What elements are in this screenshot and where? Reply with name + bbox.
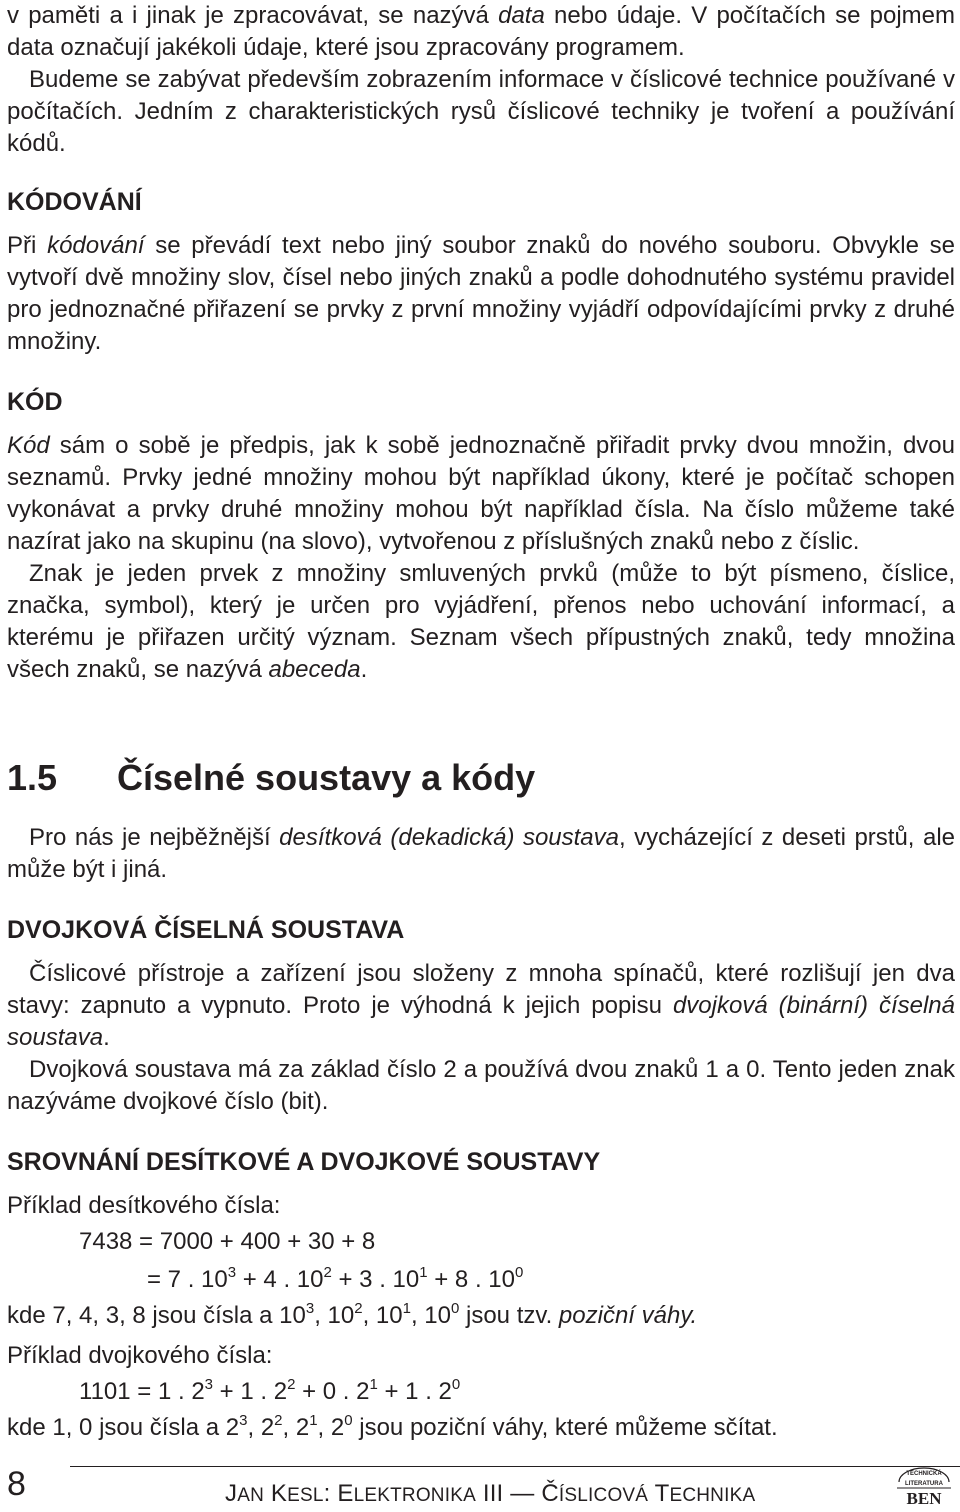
section-title: Číselné soustavy a kódy — [117, 757, 536, 798]
dvojkova-paragraph-2: Dvojková soustava má za základ číslo 2 a používá dvou znaků 1 a 0. Tento jeden znak nazýváme dvojkové číslo (bit). — [7, 1056, 955, 1115]
footer-rule — [70, 1466, 960, 1467]
bin-equation: 1101 = 1 . $2^3 + 1$ . $2^2 + 0$ . $2^1 + 1$ . $2^0$ — [79, 1376, 461, 1405]
dvojkova-heading-block — [7, 914, 955, 946]
running-footer-title: JAN KESL: ELEKTRONIKA III — ČÍSLICOVÁ TECHNIKA — [225, 1480, 756, 1507]
logo-mid-text: LITERATURA — [905, 1481, 943, 1487]
kodovani-paragraph: Při kódování se převádí text nebo jiný soubor znaků do nového souboru. Obvykle se vytvoří dvě množiny slov, čísel nebo jiných znaků a podle dohodnutého systému pravidel pro jednoznačné přiřazení se prvky z první množiny vyjádří odpovídajícími prvky z druhé množiny. — [7, 232, 955, 355]
kod-heading: KÓD — [7, 388, 63, 416]
kod-paragraph-2: Znak je jeden prvek z množiny smluvených prvků (může to být písmeno, číslice, značka, symbol), který je určen pro vyjádření, přenos nebo uchování informací, a kterému je přiřazen určitý význam. Seznam všech přípustných znaků, tedy množina všech znaků, se nazývá abeceda. — [7, 560, 955, 683]
dvojkova-heading: DVOJKOVÁ ČÍSELNÁ SOUSTAVA — [7, 916, 405, 944]
kodovani-text-block — [7, 230, 955, 358]
section-text-block — [7, 822, 955, 886]
srovnani-heading-block — [7, 1146, 955, 1178]
dec-equation-2: = 7 . $10^3 + 4$ . $10^2 + 3$ . $10^1 + 8$ . $10^0$ — [147, 1264, 524, 1293]
bin-example-label: Příklad dvojkového čísla: — [7, 1342, 273, 1369]
section-number: 1.5 — [7, 757, 58, 798]
dec-example-label: Příklad desítkového čísla: — [7, 1192, 281, 1219]
dec-equation-1: 7438 = 7000 + 400 + 30 + 8 — [79, 1228, 376, 1255]
srovnani-heading: SROVNÁNÍ DESÍTKOVÉ A DVOJKOVÉ SOUSTAVY — [7, 1148, 601, 1176]
dec-weights-text: kde 7, 4, 3, 8 jsou čísla a $10^3$, $10^2$, $10^1$, $10^0$ jsou tzv. poziční váhy. — [7, 1300, 698, 1329]
intro-paragraph-1: v paměti a i jinak je zpracovávat, se nazývá data nebo údaje. V počítačích se pojmem data označují jakékoli údaje, které jsou zpracovány programem. — [7, 2, 955, 61]
kodovani-block — [7, 186, 955, 218]
logo-ben-text: BEN — [906, 1489, 942, 1506]
section-heading — [7, 758, 955, 798]
kod-paragraph-1: Kód sám o sobě je předpis, jak k sobě jednoznačně přiřadit prvky dvou množin, dvou seznamů. Prvky jedné množiny mohou být například úkony, které je počítač schopen vykonávat a prvky druhé množiny mohou být například čísla. Na číslo můžeme také nazírat jako na skupinu (na slovo), vytvořenou z příslušných znaků nebo z číslic. — [7, 432, 955, 555]
intro-paragraph-2: Budeme se zabývat především zobrazením informace v číslicové technice používané v počítačích. Jedním z charakteristických rysů číslicové techniky je tvoření a používání kódů. — [7, 66, 955, 157]
section-heading-block — [7, 758, 955, 798]
page-number: 8 — [7, 1465, 26, 1503]
section-paragraph: Pro nás je nejběžnější desítková (dekadická) soustava, vycházející z deseti prstů, ale může být i jiná. — [7, 824, 956, 883]
logo-top-text: TECHNICKÁ — [906, 1471, 942, 1477]
dvojkova-text-block — [7, 958, 955, 1118]
kod-text-block — [7, 430, 955, 686]
intro-block — [7, 0, 955, 160]
kod-heading-block — [7, 386, 955, 418]
dvojkova-paragraph-1: Číslicové přístroje a zařízení jsou složeny z mnoha spínačů, které rozlišují jen dva stavy: zapnuto a vypnuto. Proto je výhodná k jejich popisu dvojková (binární) číselná soustava. — [7, 960, 956, 1051]
publisher-logo — [893, 1466, 955, 1506]
kodovani-heading: KÓDOVÁNÍ — [7, 188, 142, 216]
bin-weights-text: kde 1, 0 jsou čísla a $2^3$, $2^2$, $2^1$, $2^0$ jsou poziční váhy, které můžeme sčítat. — [7, 1412, 778, 1441]
